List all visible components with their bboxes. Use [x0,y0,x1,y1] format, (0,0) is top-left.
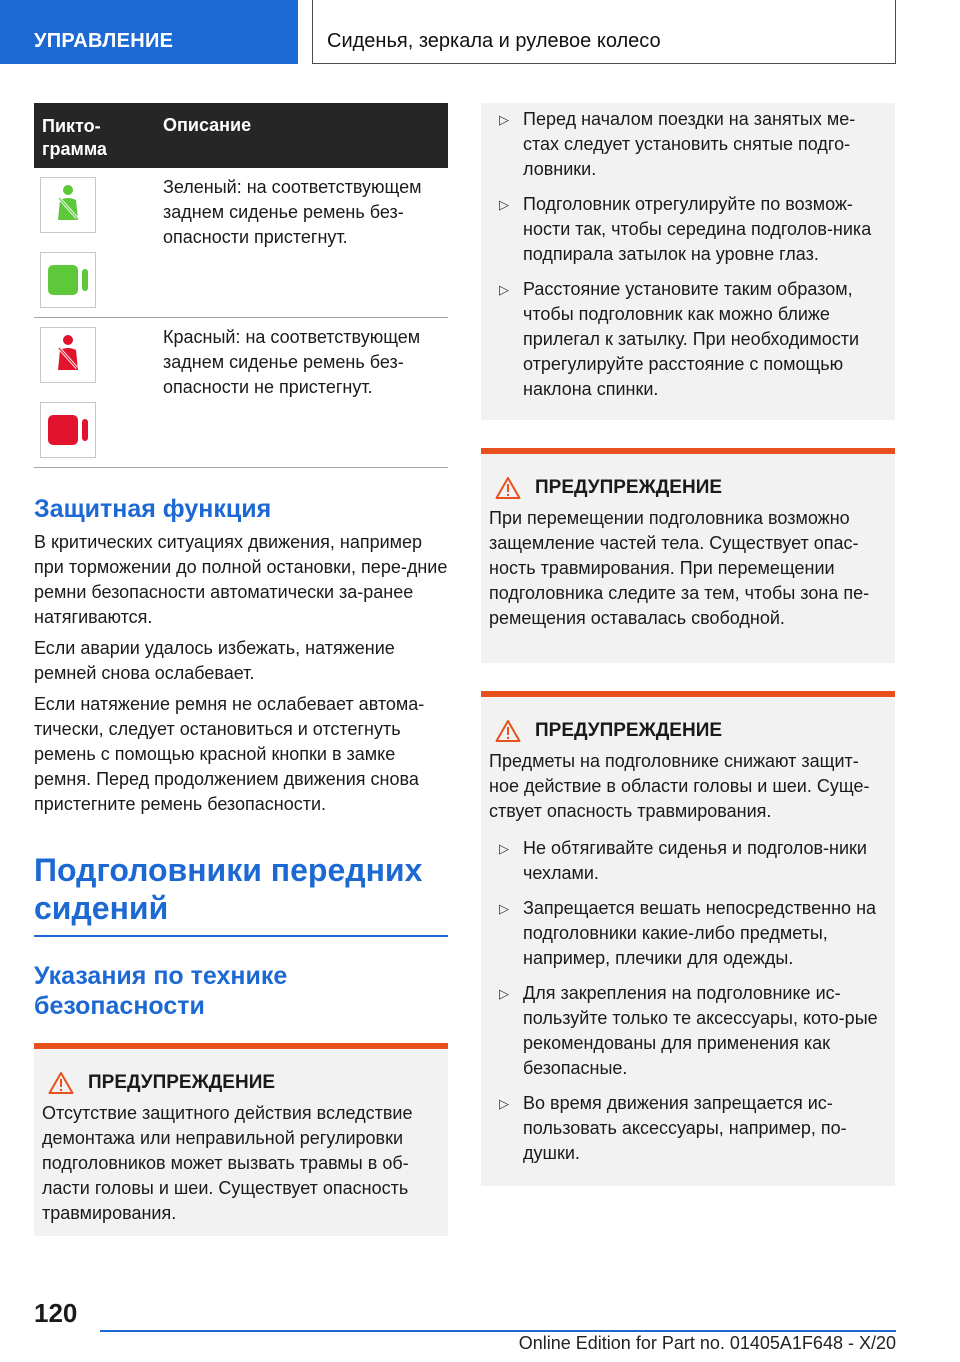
chapter-title: Сиденья, зеркала и рулевое колесо [312,0,896,64]
warning-box-2 [481,448,895,663]
bullet-triangle-icon: ▷ [499,841,509,856]
safety-notes-heading: Указания по технике безопасности [34,962,288,1020]
header-description: Описание [163,115,252,135]
protective-paragraph-2: Если аварии удалось избежать, натяжение ремней снова ослабевает. [34,638,395,683]
page-number: 120 [34,1298,78,1328]
row-description: Красный: на соответствующем заднем сиденье ремень без-опасности не пристегнут. [163,327,421,397]
list-item: ▷ Подголовник отрегулируйте по возмож-ности так, чтобы середина подголов-ника подпирала затылок на уровне глаз. [499,194,872,264]
seatbelt-red-icon [40,327,96,383]
bullet-triangle-icon: ▷ [499,112,509,127]
seat-red-indicator-icon [40,402,96,458]
edition-note: Online Edition for Part no. 01405A1F648 - X/20 [518,1333,896,1353]
bullet-triangle-icon: ▷ [499,282,509,297]
protective-paragraph-1: В критических ситуациях движения, например при торможении до полной остановки, пере-дние ремни безопасности автоматически за-ранее натягиваются. [34,532,448,627]
list-item: ▷ Не обтягивайте сиденья и подголов-ники чехлами. [499,838,867,883]
right-column [481,103,895,1186]
protective-paragraph-3: Если натяжение ремня не ослабевает автома-тически, следует остановиться и отстегнуть ремень с помощью красной кнопки в замке ремня. Перед продолжением движения снова пристегните ремень безопасности. [34,694,425,814]
warning-triangle-icon [48,1071,74,1095]
warning-text: Отсутствие защитного действия вследствие демонтажа или неправильной регулировки подголовников может вызвать травмы в об-ласти головы и шеи. Существует опасность травмирования. [42,1103,413,1223]
section-tab: УПРАВЛЕНИЕ [0,0,298,64]
warning-title [48,1071,436,1095]
warning-box-3 [481,691,895,1186]
headrest-instructions [481,103,895,420]
headrests-heading: Подголовники передних сидений [34,852,423,926]
pictogram-table [34,103,448,468]
list-item: ▷ Для закрепления на подголовнике ис-пользуйте только те аксессуары, кото-рые рекомендованы для применения как безопасные. [499,983,878,1078]
table-header [34,103,448,168]
list-item: ▷ Во время движения запрещается ис-пользовать аксессуары, например, по-душки. [499,1093,847,1163]
bullet-triangle-icon: ▷ [499,986,509,1001]
instruction-list [489,107,881,402]
table-row [34,318,448,468]
warning-title [495,476,883,500]
bullet-triangle-icon: ▷ [499,901,509,916]
warning-triangle-icon [495,719,521,743]
row-description: Зеленый: на соответствующем заднем сиденье ремень без-опасности пристегнут. [163,177,422,247]
warning-title-text: ПРЕДУПРЕЖДЕНИЕ [535,477,723,498]
protective-function-heading: Защитная функция [34,495,272,523]
list-item: ▷ Запрещается вешать непосредственно на подголовники какие-либо предметы, например, плечики для одежды. [499,898,877,968]
warning-text: При перемещении подголовника возможно защемление частей тела. Существует опас-ность травмирования. При перемещении подголовника следите за тем, чтобы зона пе-ремещения оставалась свободной. [489,508,870,628]
seat-green-indicator-icon [40,252,96,308]
warning-list [489,836,883,1166]
warning-title-text: ПРЕДУПРЕЖДЕНИЕ [88,1072,276,1093]
seatbelt-green-icon [40,177,96,233]
heading-rule [34,935,448,937]
list-item: ▷ Расстояние установите таким образом, чтобы подголовник как можно ближе прилегал к затылку. При необходимости отрегулируйте расстояние с помощью наклона спинки. [499,279,860,399]
header-pictogram: Пикто- грамма [42,116,107,159]
bullet-triangle-icon: ▷ [499,197,509,212]
footer-rule [100,1330,896,1332]
bullet-triangle-icon: ▷ [499,1096,509,1111]
list-item: ▷ Перед началом поездки на занятых ме-стах следует установить снятые подго-ловники. [499,109,856,179]
table-row [34,168,448,318]
warning-box-1 [34,1043,448,1236]
warning-triangle-icon [495,476,521,500]
left-column [34,103,448,1236]
warning-text: Предметы на подголовнике снижают защит-ное действие в области головы и шеи. Суще-ствует опасность травмирования. [489,751,870,821]
warning-title-text: ПРЕДУПРЕЖДЕНИЕ [535,720,723,741]
warning-title [495,719,883,743]
